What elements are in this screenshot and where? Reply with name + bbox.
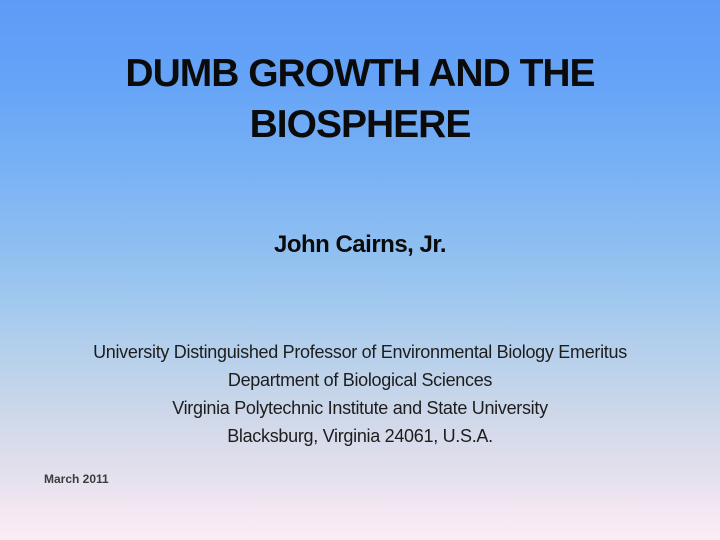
slide-title-line-1: DUMB GROWTH AND THE <box>125 52 595 95</box>
slide-title-line-2: BIOSPHERE <box>249 103 471 146</box>
affiliation-line-address: Blacksburg, Virginia 24061, U.S.A. <box>227 426 493 446</box>
slide-title <box>0 48 720 150</box>
author-name: John Cairns, Jr. <box>273 231 447 258</box>
affiliation-block <box>0 338 720 450</box>
slide-date: March 2011 <box>44 472 109 486</box>
affiliation-line-title: University Distinguished Professor of Environmental Biology Emeritus <box>93 342 627 362</box>
affiliation-line-university: Virginia Polytechnic Institute and State University <box>172 398 548 418</box>
affiliation-line-department: Department of Biological Sciences <box>227 370 493 390</box>
